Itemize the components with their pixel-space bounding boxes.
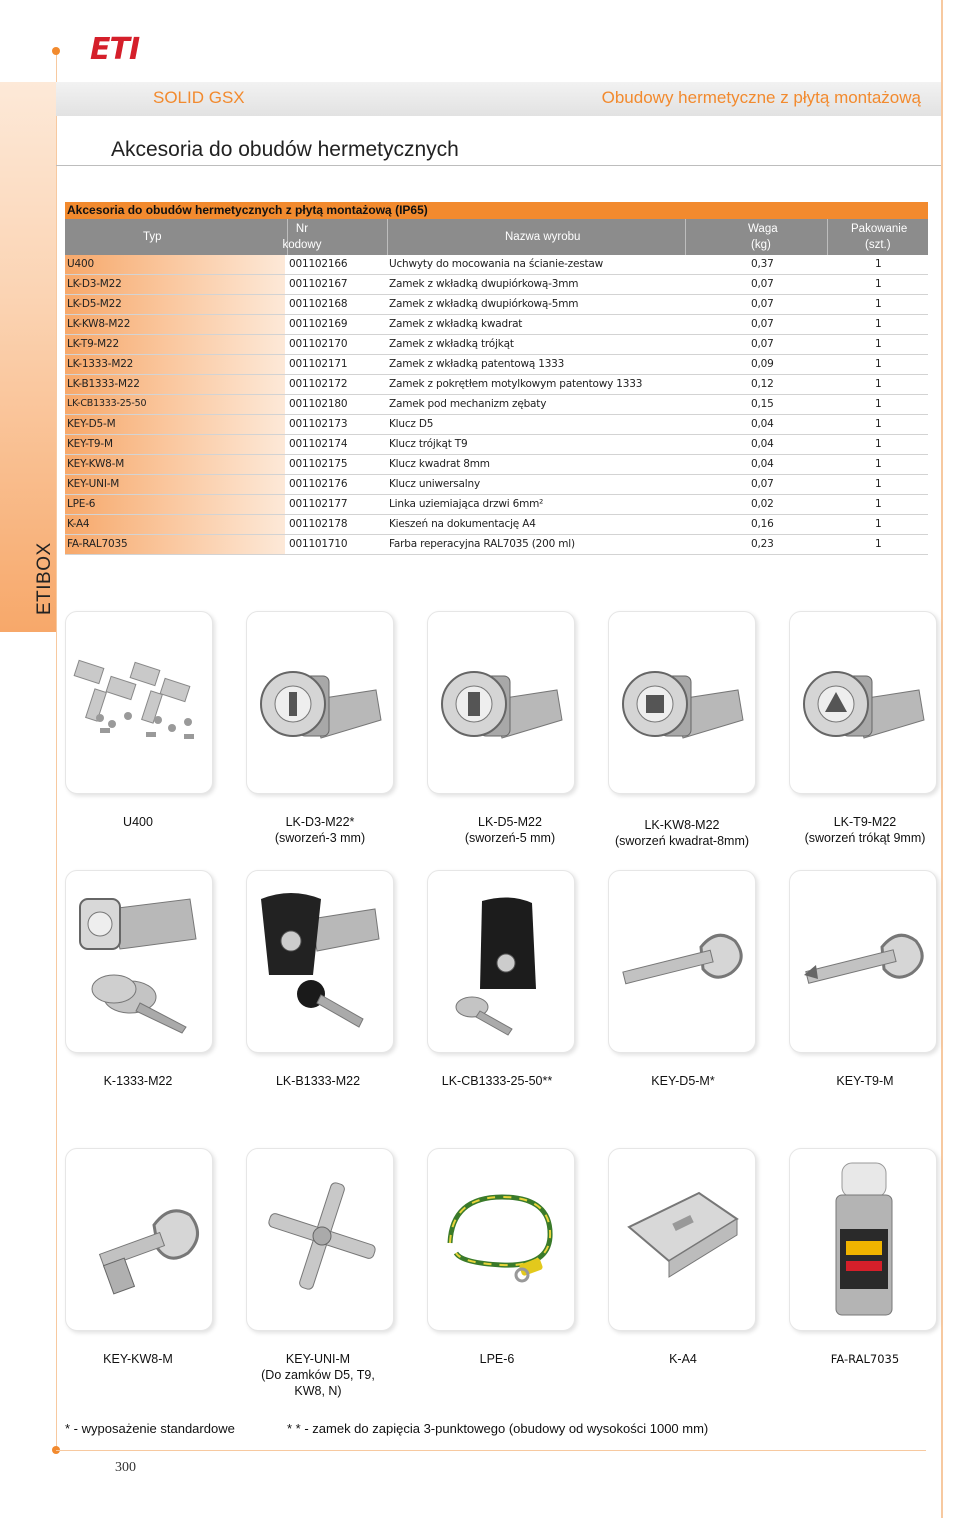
table-row bbox=[65, 355, 928, 375]
table-row bbox=[65, 275, 928, 295]
caption-line: LK-T9-M22 bbox=[833, 815, 897, 829]
caption-lk-d5 bbox=[430, 814, 590, 846]
caption-line: LK-D5-M22 bbox=[478, 815, 542, 829]
header-separator bbox=[387, 219, 388, 255]
cell-typ: KEY-KW8-M bbox=[67, 458, 125, 470]
cell-name: Zamek pod mechanizm zębaty bbox=[389, 398, 547, 410]
cell-pakowanie: 1 bbox=[875, 418, 882, 430]
table-row bbox=[65, 535, 928, 555]
cell-nr: 001102170 bbox=[289, 338, 348, 350]
product-card-k-a4 bbox=[608, 1148, 756, 1331]
right-decorative-rule bbox=[941, 0, 943, 1518]
table-row bbox=[65, 435, 928, 455]
caption-line: LK-B1333-M22 bbox=[275, 1074, 361, 1088]
cell-typ: LK-B1333-M22 bbox=[67, 378, 140, 390]
cell-typ: FA-RAL7035 bbox=[67, 538, 128, 550]
table-body bbox=[65, 255, 928, 555]
caption-line: K-1333-M22 bbox=[103, 1074, 173, 1088]
caption-line: LK-KW8-M22 bbox=[644, 818, 720, 832]
product-card-key-d5 bbox=[608, 870, 756, 1053]
cell-waga: 0,04 bbox=[751, 438, 774, 450]
cell-name: Linka uziemiająca drzwi 6mm² bbox=[389, 498, 544, 510]
cell-name: Klucz uniwersalny bbox=[389, 478, 480, 490]
footnote-three-point: * * - zamek do zapięcia 3-punktowego (obudowy od wysokości 1000 mm) bbox=[287, 1421, 709, 1436]
subheader bbox=[56, 136, 941, 166]
cell-waga: 0,07 bbox=[751, 338, 774, 350]
cell-nr: 001102174 bbox=[289, 438, 348, 450]
cell-name: Zamek z wkładką kwadrat bbox=[389, 318, 523, 330]
cell-pakowanie: 1 bbox=[875, 278, 882, 290]
caption-lk-kw8 bbox=[602, 817, 762, 849]
caption-lpe-6 bbox=[417, 1351, 577, 1367]
caption-line: KEY-T9-M bbox=[836, 1074, 894, 1088]
table-row bbox=[65, 415, 928, 435]
product-card-lk-d5 bbox=[427, 611, 575, 794]
caption-line: U400 bbox=[123, 815, 153, 829]
caption-line: LK-D3-M22* bbox=[285, 815, 355, 829]
cell-name: Farba reperacyjna RAL7035 (200 ml) bbox=[389, 538, 575, 550]
cell-pakowanie: 1 bbox=[875, 318, 882, 330]
cell-typ: LPE-6 bbox=[67, 498, 96, 510]
caption-line: K-A4 bbox=[669, 1352, 697, 1366]
cell-nr: 001102176 bbox=[289, 478, 348, 490]
grounding-cable-icon bbox=[432, 1157, 572, 1317]
footnote-standard: * - wyposażenie standardowe bbox=[65, 1421, 235, 1436]
caption-line: (sworzeń trókąt 9mm) bbox=[804, 831, 926, 845]
cell-nr: 001102178 bbox=[289, 518, 348, 530]
cell-typ: K-A4 bbox=[67, 518, 90, 530]
cell-typ: LK-D5-M22 bbox=[67, 298, 122, 310]
cell-pakowanie: 1 bbox=[875, 398, 882, 410]
swing-handle-lock-icon bbox=[432, 879, 572, 1039]
cell-name: Zamek z wkładką dwupiórkową-5mm bbox=[389, 298, 579, 310]
cell-nr: 001102177 bbox=[289, 498, 348, 510]
universal-cross-key-icon bbox=[251, 1157, 391, 1317]
product-card-lk-kw8 bbox=[608, 611, 756, 794]
accessories-table bbox=[65, 202, 928, 555]
cam-lock-triangle-icon bbox=[794, 620, 934, 780]
cell-typ: LK-D3-M22 bbox=[67, 278, 122, 290]
document-pocket-icon bbox=[613, 1157, 753, 1317]
cell-nr: 001102180 bbox=[289, 398, 348, 410]
product-card-k-1333 bbox=[65, 870, 213, 1053]
cell-pakowanie: 1 bbox=[875, 518, 882, 530]
cell-nr: 001102171 bbox=[289, 358, 348, 370]
banner-product-line: SOLID GSX bbox=[153, 88, 245, 107]
header-name: Nazwa wyrobu bbox=[505, 231, 581, 243]
product-card-lk-d3 bbox=[246, 611, 394, 794]
product-card-u400 bbox=[65, 611, 213, 794]
caption-line: (sworzeń-5 mm) bbox=[464, 831, 556, 845]
cell-typ: LK-KW8-M22 bbox=[67, 318, 131, 330]
triangle-key-icon bbox=[794, 879, 934, 1039]
cell-waga: 0,04 bbox=[751, 418, 774, 430]
double-bit-key-icon bbox=[613, 879, 753, 1039]
spray-paint-can-icon bbox=[794, 1157, 934, 1317]
product-card-key-kw8 bbox=[65, 1148, 213, 1331]
cell-pakowanie: 1 bbox=[875, 438, 882, 450]
page-number: 300 bbox=[115, 1460, 136, 1475]
left-decorative-rule bbox=[56, 50, 57, 1450]
cell-name: Zamek z wkładką dwupiórkową-3mm bbox=[389, 278, 579, 290]
product-card-lk-t9 bbox=[789, 611, 937, 794]
banner-category: Obudowy hermetyczne z płytą montażową bbox=[601, 88, 921, 107]
caption-line: (sworzeń kwadrat-8mm) bbox=[614, 834, 750, 848]
cell-waga: 0,07 bbox=[751, 478, 774, 490]
cell-pakowanie: 1 bbox=[875, 298, 882, 310]
cell-name: Klucz trójkąt T9 bbox=[389, 438, 468, 450]
cell-nr: 001102168 bbox=[289, 298, 348, 310]
table-title: Akcesoria do obudów hermetycznych z płytą montażową (IP65) bbox=[65, 202, 928, 219]
cell-name: Zamek z wkładką trójkąt bbox=[389, 338, 514, 350]
caption-line: (Do zamków D5, T9, bbox=[261, 1368, 375, 1382]
cell-name: Klucz D5 bbox=[389, 418, 434, 430]
cell-waga: 0,07 bbox=[751, 318, 774, 330]
table-row bbox=[65, 455, 928, 475]
product-card-lk-b1333 bbox=[246, 870, 394, 1053]
caption-line: LPE-6 bbox=[479, 1352, 515, 1366]
product-card-key-t9 bbox=[789, 870, 937, 1053]
cell-typ: U400 bbox=[67, 258, 94, 270]
table-row bbox=[65, 475, 928, 495]
cell-nr: 001102167 bbox=[289, 278, 348, 290]
header-typ: Typ bbox=[143, 231, 162, 243]
header-separator bbox=[827, 219, 828, 255]
product-card-lk-cb1333 bbox=[427, 870, 575, 1053]
cell-pakowanie: 1 bbox=[875, 358, 882, 370]
header-pakowanie-unit: (szt.) bbox=[865, 239, 891, 251]
caption-key-kw8 bbox=[58, 1351, 218, 1367]
sidebar-label: ETIBOX bbox=[34, 542, 55, 615]
square-key-icon bbox=[70, 1157, 210, 1317]
table-row bbox=[65, 395, 928, 415]
header-nr: Nr bbox=[295, 223, 309, 235]
caption-key-uni bbox=[238, 1351, 398, 1399]
cell-waga: 0,07 bbox=[751, 298, 774, 310]
caption-lk-cb1333 bbox=[417, 1073, 577, 1089]
caption-line: LK-CB1333-25-50** bbox=[441, 1074, 553, 1088]
cell-pakowanie: 1 bbox=[875, 378, 882, 390]
wall-bracket-set-icon bbox=[70, 620, 210, 780]
cell-waga: 0,23 bbox=[751, 538, 774, 550]
cell-pakowanie: 1 bbox=[875, 498, 882, 510]
cell-waga: 0,09 bbox=[751, 358, 774, 370]
cell-pakowanie: 1 bbox=[875, 458, 882, 470]
table-row bbox=[65, 495, 928, 515]
caption-line: KEY-UNI-M bbox=[285, 1352, 351, 1366]
cell-waga: 0,12 bbox=[751, 378, 774, 390]
caption-line: KW8, N) bbox=[294, 1384, 342, 1398]
table-row bbox=[65, 375, 928, 395]
cell-waga: 0,04 bbox=[751, 458, 774, 470]
table-header bbox=[65, 219, 928, 255]
cell-pakowanie: 1 bbox=[875, 478, 882, 490]
table-row bbox=[65, 515, 928, 535]
cam-lock-square-icon bbox=[613, 620, 753, 780]
caption-line: KEY-D5-M* bbox=[651, 1074, 715, 1088]
cell-waga: 0,15 bbox=[751, 398, 774, 410]
cell-waga: 0,16 bbox=[751, 518, 774, 530]
header-waga: Waga bbox=[748, 223, 778, 235]
table-row bbox=[65, 335, 928, 355]
cell-name: Zamek z pokrętłem motylkowym patentowy 1333 bbox=[389, 378, 643, 390]
product-card-lpe-6 bbox=[427, 1148, 575, 1331]
cell-typ: LK-T9-M22 bbox=[67, 338, 119, 350]
cell-typ: KEY-UNI-M bbox=[67, 478, 120, 490]
cell-typ: KEY-D5-M bbox=[67, 418, 116, 430]
cell-waga: 0,02 bbox=[751, 498, 774, 510]
caption-line: (sworzeń-3 mm) bbox=[274, 831, 366, 845]
caption-k-1333 bbox=[58, 1073, 218, 1089]
eti-logo-text: ETI bbox=[90, 32, 140, 67]
caption-line: FA-RAL7035 bbox=[830, 1352, 900, 1366]
caption-k-a4 bbox=[603, 1351, 763, 1367]
caption-key-d5 bbox=[603, 1073, 763, 1089]
cell-nr: 001102166 bbox=[289, 258, 348, 270]
header-waga-unit: (kg) bbox=[751, 239, 771, 251]
cell-name: Uchwyty do mocowania na ścianie-zestaw bbox=[389, 258, 604, 270]
cell-pakowanie: 1 bbox=[875, 538, 882, 550]
cell-name: Kieszeń na dokumentację A4 bbox=[389, 518, 536, 530]
header-nr-kodowy: kodowy bbox=[282, 239, 322, 251]
top-dot bbox=[52, 47, 60, 55]
caption-lk-t9 bbox=[785, 814, 945, 846]
product-card-key-uni bbox=[246, 1148, 394, 1331]
header-pakowanie: Pakowanie bbox=[851, 223, 908, 235]
cell-waga: 0,37 bbox=[751, 258, 774, 270]
cell-nr: 001102175 bbox=[289, 458, 348, 470]
table-row bbox=[65, 255, 928, 275]
caption-fa-ral7035 bbox=[785, 1351, 945, 1367]
cell-pakowanie: 1 bbox=[875, 338, 882, 350]
cam-lock-icon bbox=[432, 620, 572, 780]
cell-nr: 001102169 bbox=[289, 318, 348, 330]
cell-nr: 001102172 bbox=[289, 378, 348, 390]
cell-waga: 0,07 bbox=[751, 278, 774, 290]
product-card-fa-ral7035 bbox=[789, 1148, 937, 1331]
header-separator bbox=[685, 219, 686, 255]
cell-pakowanie: 1 bbox=[875, 258, 882, 270]
wing-knob-lock-icon bbox=[251, 879, 391, 1039]
table-row bbox=[65, 315, 928, 335]
caption-lk-d3 bbox=[240, 814, 400, 846]
bottom-decorative-rule bbox=[56, 1450, 926, 1451]
cell-typ: LK-1333-M22 bbox=[67, 358, 134, 370]
caption-key-t9 bbox=[785, 1073, 945, 1089]
caption-line: KEY-KW8-M bbox=[103, 1352, 173, 1366]
cell-name: Klucz kwadrat 8mm bbox=[389, 458, 490, 470]
eti-logo bbox=[90, 34, 140, 68]
cell-name: Zamek z wkładką patentową 1333 bbox=[389, 358, 565, 370]
table-row bbox=[65, 295, 928, 315]
cell-nr: 001101710 bbox=[289, 538, 348, 550]
cell-typ: LK-CB1333-25-50 bbox=[67, 398, 147, 409]
cam-lock-icon bbox=[251, 620, 391, 780]
caption-u400 bbox=[58, 814, 218, 830]
section-banner bbox=[56, 82, 941, 116]
cell-typ: KEY-T9-M bbox=[67, 438, 113, 450]
patent-lock-with-keys-icon bbox=[70, 879, 210, 1039]
cell-nr: 001102173 bbox=[289, 418, 348, 430]
page-heading: Akcesoria do obudów hermetycznych bbox=[111, 138, 459, 161]
caption-lk-b1333 bbox=[238, 1073, 398, 1089]
